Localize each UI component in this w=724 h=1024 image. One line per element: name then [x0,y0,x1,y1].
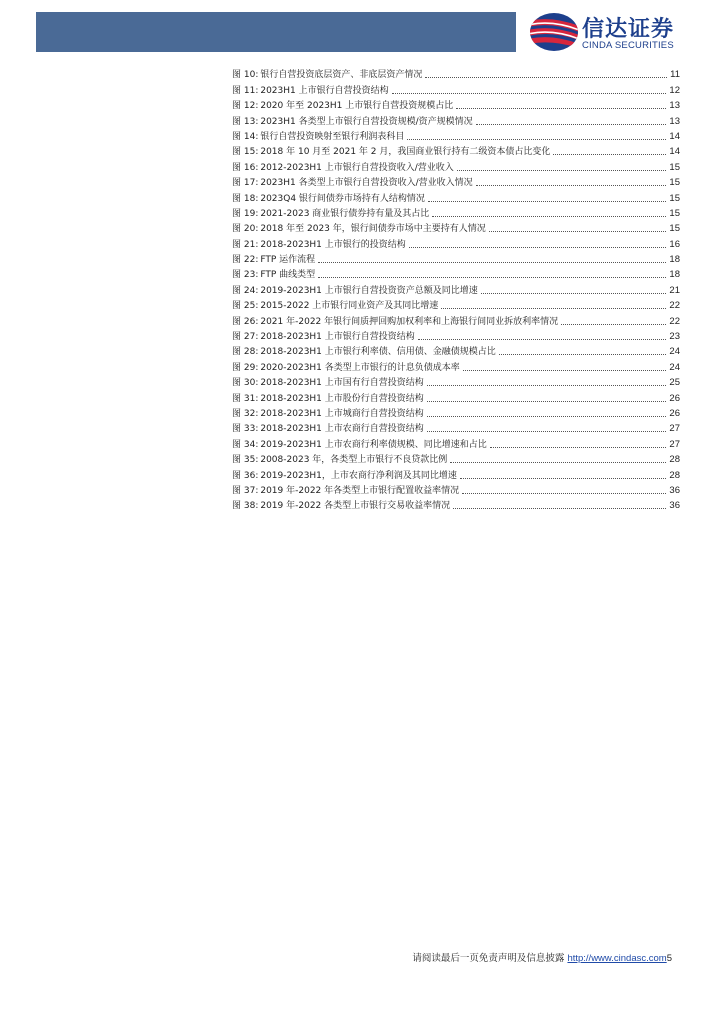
toc-entry-title: 2020-2023H1 各类型上市银行的计息负债成本率 [260,362,460,373]
toc-entry[interactable] [232,81,680,96]
toc-entry[interactable] [232,189,680,204]
page-footer [412,950,672,964]
toc-entry-title: 2018-2023H1 上市银行的投资结构 [260,239,406,250]
toc-entry-label: 图 34: [232,439,259,450]
toc-entry-title: 2012-2023H1 上市银行自营投资收入/营业收入 [260,162,454,173]
toc-entry-page: 12 [669,84,680,96]
toc-dot-leader [418,339,667,340]
toc-dot-leader [476,185,667,186]
toc-entry-label: 图 16: [232,162,259,173]
toc-entry[interactable] [232,420,680,435]
toc-entry-title: 2018 年至 2023 年，银行间债券市场中主要持有人情况 [260,224,486,235]
footer-website-link[interactable]: http://www.cindasc.com [567,953,667,964]
toc-dot-leader [409,247,667,248]
toc-entry[interactable] [232,389,680,404]
toc-entry-title: 2008-2023 年，各类型上市银行不良贷款比例 [260,455,448,466]
toc-dot-leader [432,216,666,217]
toc-entry[interactable] [232,451,680,466]
toc-entry[interactable] [232,266,680,281]
brand-logo [520,10,710,54]
toc-entry-page: 26 [669,407,680,419]
figure-list [232,66,680,512]
toc-entry[interactable] [232,328,680,343]
toc-entry-title: 2019-2023H1，上市农商行净利润及其同比增速 [260,470,457,481]
header-banner [36,12,516,52]
toc-entry-title: FTP 运作流程 [260,255,316,266]
toc-entry-title: 2015-2022 上市银行同业资产及其同比增速 [260,301,439,312]
toc-dot-leader [427,401,667,402]
footer-page-number: 5 [666,953,672,964]
toc-dot-leader [407,139,666,140]
toc-entry-page: 13 [669,100,680,112]
toc-entry[interactable] [232,235,680,250]
toc-entry-label: 图 17: [232,178,259,189]
toc-entry[interactable] [232,97,680,112]
toc-entry[interactable] [232,435,680,450]
toc-dot-leader [318,262,666,263]
toc-entry-page: 15 [669,161,680,173]
toc-entry-page: 23 [669,331,680,343]
toc-entry-title: 2018 年 10 月至 2021 年 2 月，我国商业银行持有二级资本债占比变化 [260,147,551,158]
toc-entry-title: 银行自营投资底层资产、非底层资产情况 [260,70,423,81]
toc-entry-page: 14 [669,130,680,142]
toc-dot-leader [392,93,667,94]
toc-dot-leader [456,108,666,109]
toc-entry-label: 图 19: [232,208,259,219]
toc-dot-leader [481,293,667,294]
cinda-logo-icon [524,12,578,52]
toc-entry-title: 2019-2023H1 上市农商行利率债规模、同比增速和占比 [260,439,487,450]
toc-entry-label: 图 12: [232,101,259,112]
toc-dot-leader [427,385,667,386]
toc-entry-title: 2019-2023H1 上市银行自营投资资产总额及同比增速 [260,285,478,296]
toc-dot-leader [553,154,666,155]
footer-disclaimer: 请阅读最后一页免责声明及信息披露 [412,953,565,964]
toc-dot-leader [489,231,667,232]
toc-entry-page: 11 [670,69,680,81]
toc-entry[interactable] [232,220,680,235]
toc-entry-page: 13 [669,115,680,127]
toc-dot-leader [457,170,667,171]
toc-entry-title: FTP 曲线类型 [260,270,316,281]
toc-entry-title: 2018-2023H1 上市国有行自营投资结构 [260,378,424,389]
toc-dot-leader [490,447,667,448]
toc-entry-page: 15 [669,223,680,235]
toc-entry-page: 26 [669,392,680,404]
toc-entry-title: 2020 年至 2023H1 上市银行自营投资规模占比 [260,101,454,112]
toc-entry-label: 图 30: [232,378,259,389]
toc-dot-leader [462,493,666,494]
toc-dot-leader [460,478,667,479]
toc-entry-page: 18 [669,269,680,281]
toc-dot-leader [499,354,667,355]
toc-entry-page: 25 [669,377,680,389]
toc-entry-label: 图 25: [232,301,259,312]
toc-entry-label: 图 27: [232,332,259,343]
toc-entry-label: 图 15: [232,147,259,158]
toc-entry-label: 图 21: [232,239,259,250]
toc-entry-page: 27 [669,438,680,450]
toc-entry-title: 2018-2023H1 上市银行自营投资结构 [260,332,415,343]
toc-entry-page: 18 [669,254,680,266]
brand-name-en: CINDA SECURITIES [582,40,674,51]
toc-entry-page: 15 [669,207,680,219]
toc-entry-title: 银行自营投资映射至银行利润表科目 [260,131,405,142]
toc-entry[interactable] [232,143,680,158]
toc-entry-title: 2023H1 上市银行自营投资结构 [260,85,389,96]
toc-entry-label: 图 38: [232,501,259,512]
toc-entry[interactable] [232,281,680,296]
toc-entry-page: 24 [669,361,680,373]
toc-entry-page: 15 [669,192,680,204]
toc-dot-leader [561,324,666,325]
toc-entry[interactable] [232,158,680,173]
toc-entry-label: 图 33: [232,424,259,435]
toc-entry-label: 图 10: [232,70,259,81]
toc-entry-title: 2023H1 各类型上市银行自营投资规模/资产规模情况 [260,116,473,127]
toc-dot-leader [476,124,667,125]
toc-entry[interactable] [232,128,680,143]
toc-entry-page: 15 [669,177,680,189]
toc-entry-title: 2018-2023H1 上市股份行自营投资结构 [260,393,424,404]
toc-entry-label: 图 20: [232,224,259,235]
toc-entry-title: 2018-2023H1 上市农商行自营投资结构 [260,424,424,435]
toc-entry-label: 图 37: [232,485,259,496]
toc-entry-page: 28 [669,469,680,481]
toc-entry[interactable] [232,174,680,189]
toc-entry-title: 2019 年-2022 各类型上市银行交易收益率情况 [260,501,451,512]
toc-entry-label: 图 35: [232,455,259,466]
toc-entry[interactable] [232,374,680,389]
toc-dot-leader [450,462,666,463]
toc-entry-label: 图 22: [232,255,259,266]
toc-entry[interactable] [232,466,680,481]
toc-entry[interactable] [232,297,680,312]
toc-entry[interactable] [232,497,680,512]
toc-entry-page: 21 [669,284,680,296]
toc-entry-label: 图 24: [232,285,259,296]
toc-entry-page: 36 [669,484,680,496]
toc-entry-page: 14 [669,146,680,158]
toc-entry-label: 图 31: [232,393,259,404]
toc-entry-label: 图 11: [232,85,259,96]
toc-dot-leader [425,77,667,78]
toc-entry-title: 2021 年-2022 年银行间质押回购加权利率和上海银行间同业拆放利率情况 [260,316,559,327]
toc-entry-label: 图 29: [232,362,259,373]
toc-dot-leader [463,370,667,371]
toc-entry-page: 36 [669,500,680,512]
toc-entry-label: 图 18: [232,193,259,204]
toc-entry-title: 2021-2023 商业银行债券持有量及其占比 [260,208,430,219]
toc-entry-label: 图 14: [232,131,259,142]
toc-entry[interactable] [232,312,680,327]
toc-entry[interactable] [232,343,680,358]
toc-entry-title: 2018-2023H1 上市银行利率债、信用债、金融债规模占比 [260,347,496,358]
toc-entry-page: 22 [669,315,680,327]
toc-entry[interactable] [232,205,680,220]
toc-dot-leader [428,201,666,202]
toc-entry[interactable] [232,251,680,266]
toc-dot-leader [453,508,666,509]
toc-entry-title: 2023H1 各类型上市银行自营投资收入/营业收入情况 [260,178,473,189]
toc-entry[interactable] [232,482,680,497]
toc-entry-page: 27 [669,423,680,435]
toc-entry[interactable] [232,66,680,81]
toc-dot-leader [427,416,667,417]
toc-entry-label: 图 26: [232,316,259,327]
toc-entry-title: 2018-2023H1 上市城商行自营投资结构 [260,408,424,419]
toc-entry-label: 图 13: [232,116,259,127]
brand-name-cn: 信达证券 [582,17,675,42]
toc-entry-page: 22 [669,300,680,312]
toc-dot-leader [441,308,666,309]
toc-entry-label: 图 28: [232,347,259,358]
toc-entry[interactable] [232,358,680,373]
toc-entry-title: 2023Q4 银行间债券市场持有人结构情况 [260,193,425,204]
toc-dot-leader [427,431,667,432]
toc-entry-label: 图 23: [232,270,259,281]
toc-entry[interactable] [232,405,680,420]
toc-dot-leader [318,277,666,278]
toc-entry-page: 28 [669,454,680,466]
toc-entry-label: 图 36: [232,470,259,481]
toc-entry-title: 2019 年-2022 年各类型上市银行配置收益率情况 [260,485,460,496]
toc-entry-page: 24 [669,346,680,358]
toc-entry-label: 图 32: [232,408,259,419]
toc-entry[interactable] [232,112,680,127]
toc-entry-page: 16 [669,238,680,250]
